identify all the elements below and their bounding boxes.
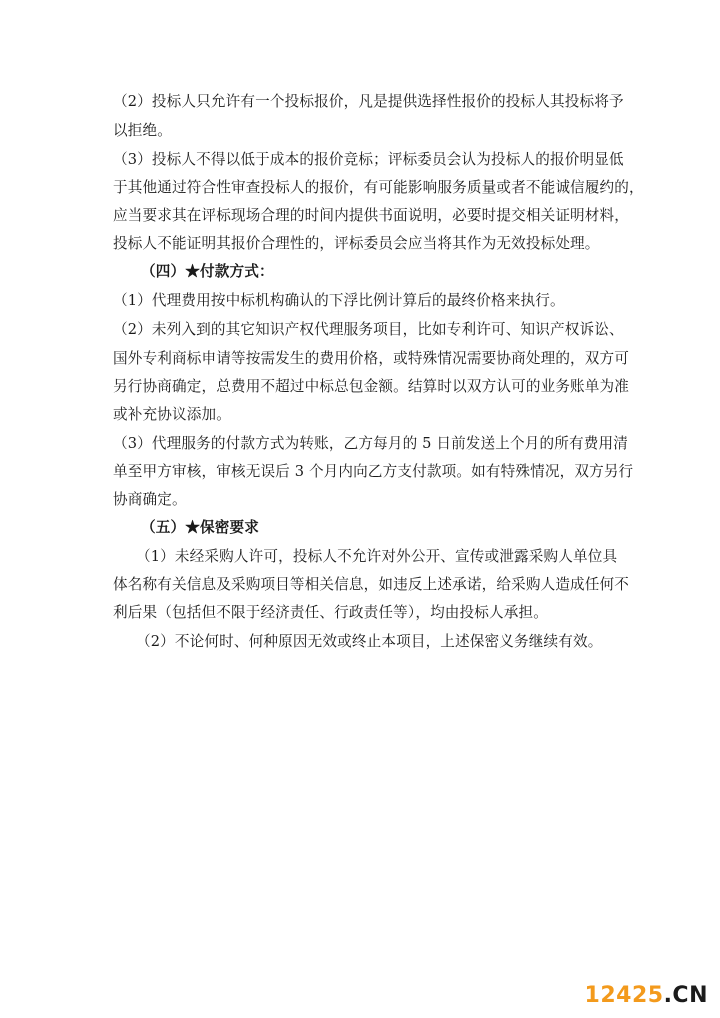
paragraph-line: 协商确定。 [113, 491, 187, 508]
paragraph-line: 或补充协议添加。 [113, 406, 231, 423]
paragraph-line: 国外专利商标申请等按需发生的费用价格，或特殊情况需要协商处理的，双方可 [113, 350, 630, 367]
watermark-domain: .CN [663, 983, 708, 1008]
paragraph-line: （2）投标人只允许有一个投标报价，凡是提供选择性报价的投标人其投标将予 [113, 93, 624, 110]
paragraph-line: 单至甲方审核，审核无误后 3 个月内向乙方支付款项。如有特殊情况，双方另行 [113, 463, 634, 480]
paragraph-line: （2）未列入到的其它知识产权代理服务项目，比如专利许可、知识产权诉讼、 [113, 321, 624, 338]
paragraph-line: 另行协商确定，总费用不超过中标总包金额。结算时以双方认可的业务账单为准 [113, 378, 630, 395]
paragraph-line: （1）未经采购人许可，投标人不允许对外公开、宣传或泄露采购人单位具 [136, 548, 618, 565]
paragraph-line: 以拒绝。 [113, 122, 172, 139]
watermark-number: 12425 [584, 983, 664, 1008]
paragraph-line: （3）投标人不得以低于成本的报价竞标；评标委员会认为投标人的报价明显低 [113, 151, 624, 168]
paragraph-line: 利后果（包括但不限于经济责任、行政责任等），均由投标人承担。 [113, 604, 549, 621]
paragraph-line: （1）代理费用按中标机构确认的下浮比例计算后的最终价格来执行。 [113, 292, 565, 309]
paragraph-line: 体名称有关信息及采购项目等相关信息，如违反上述承诺，给采购人造成任何不 [113, 576, 630, 593]
paragraph-line: 应当要求其在评标现场合理的时间内提供书面说明，必要时提交相关证明材料， [113, 207, 630, 224]
site-watermark-logo [585, 983, 708, 1008]
paragraph-line: 投标人不能证明其报价合理性的，评标委员会应当将其作为无效投标处理。 [113, 235, 600, 252]
section-heading-payment: （四）★付款方式： [141, 263, 274, 280]
section-heading-confidentiality: （五）★保密要求 [141, 519, 259, 536]
paragraph-line: （3）代理服务的付款方式为转账，乙方每月的 5 日前发送上个月的所有费用清 [113, 435, 628, 452]
paragraph-line: 于其他通过符合性审查投标人的报价，有可能影响服务质量或者不能诚信履约的， [113, 179, 644, 196]
paragraph-line: （2）不论何时、何种原因无效或终止本项目，上述保密义务继续有效。 [136, 633, 603, 650]
